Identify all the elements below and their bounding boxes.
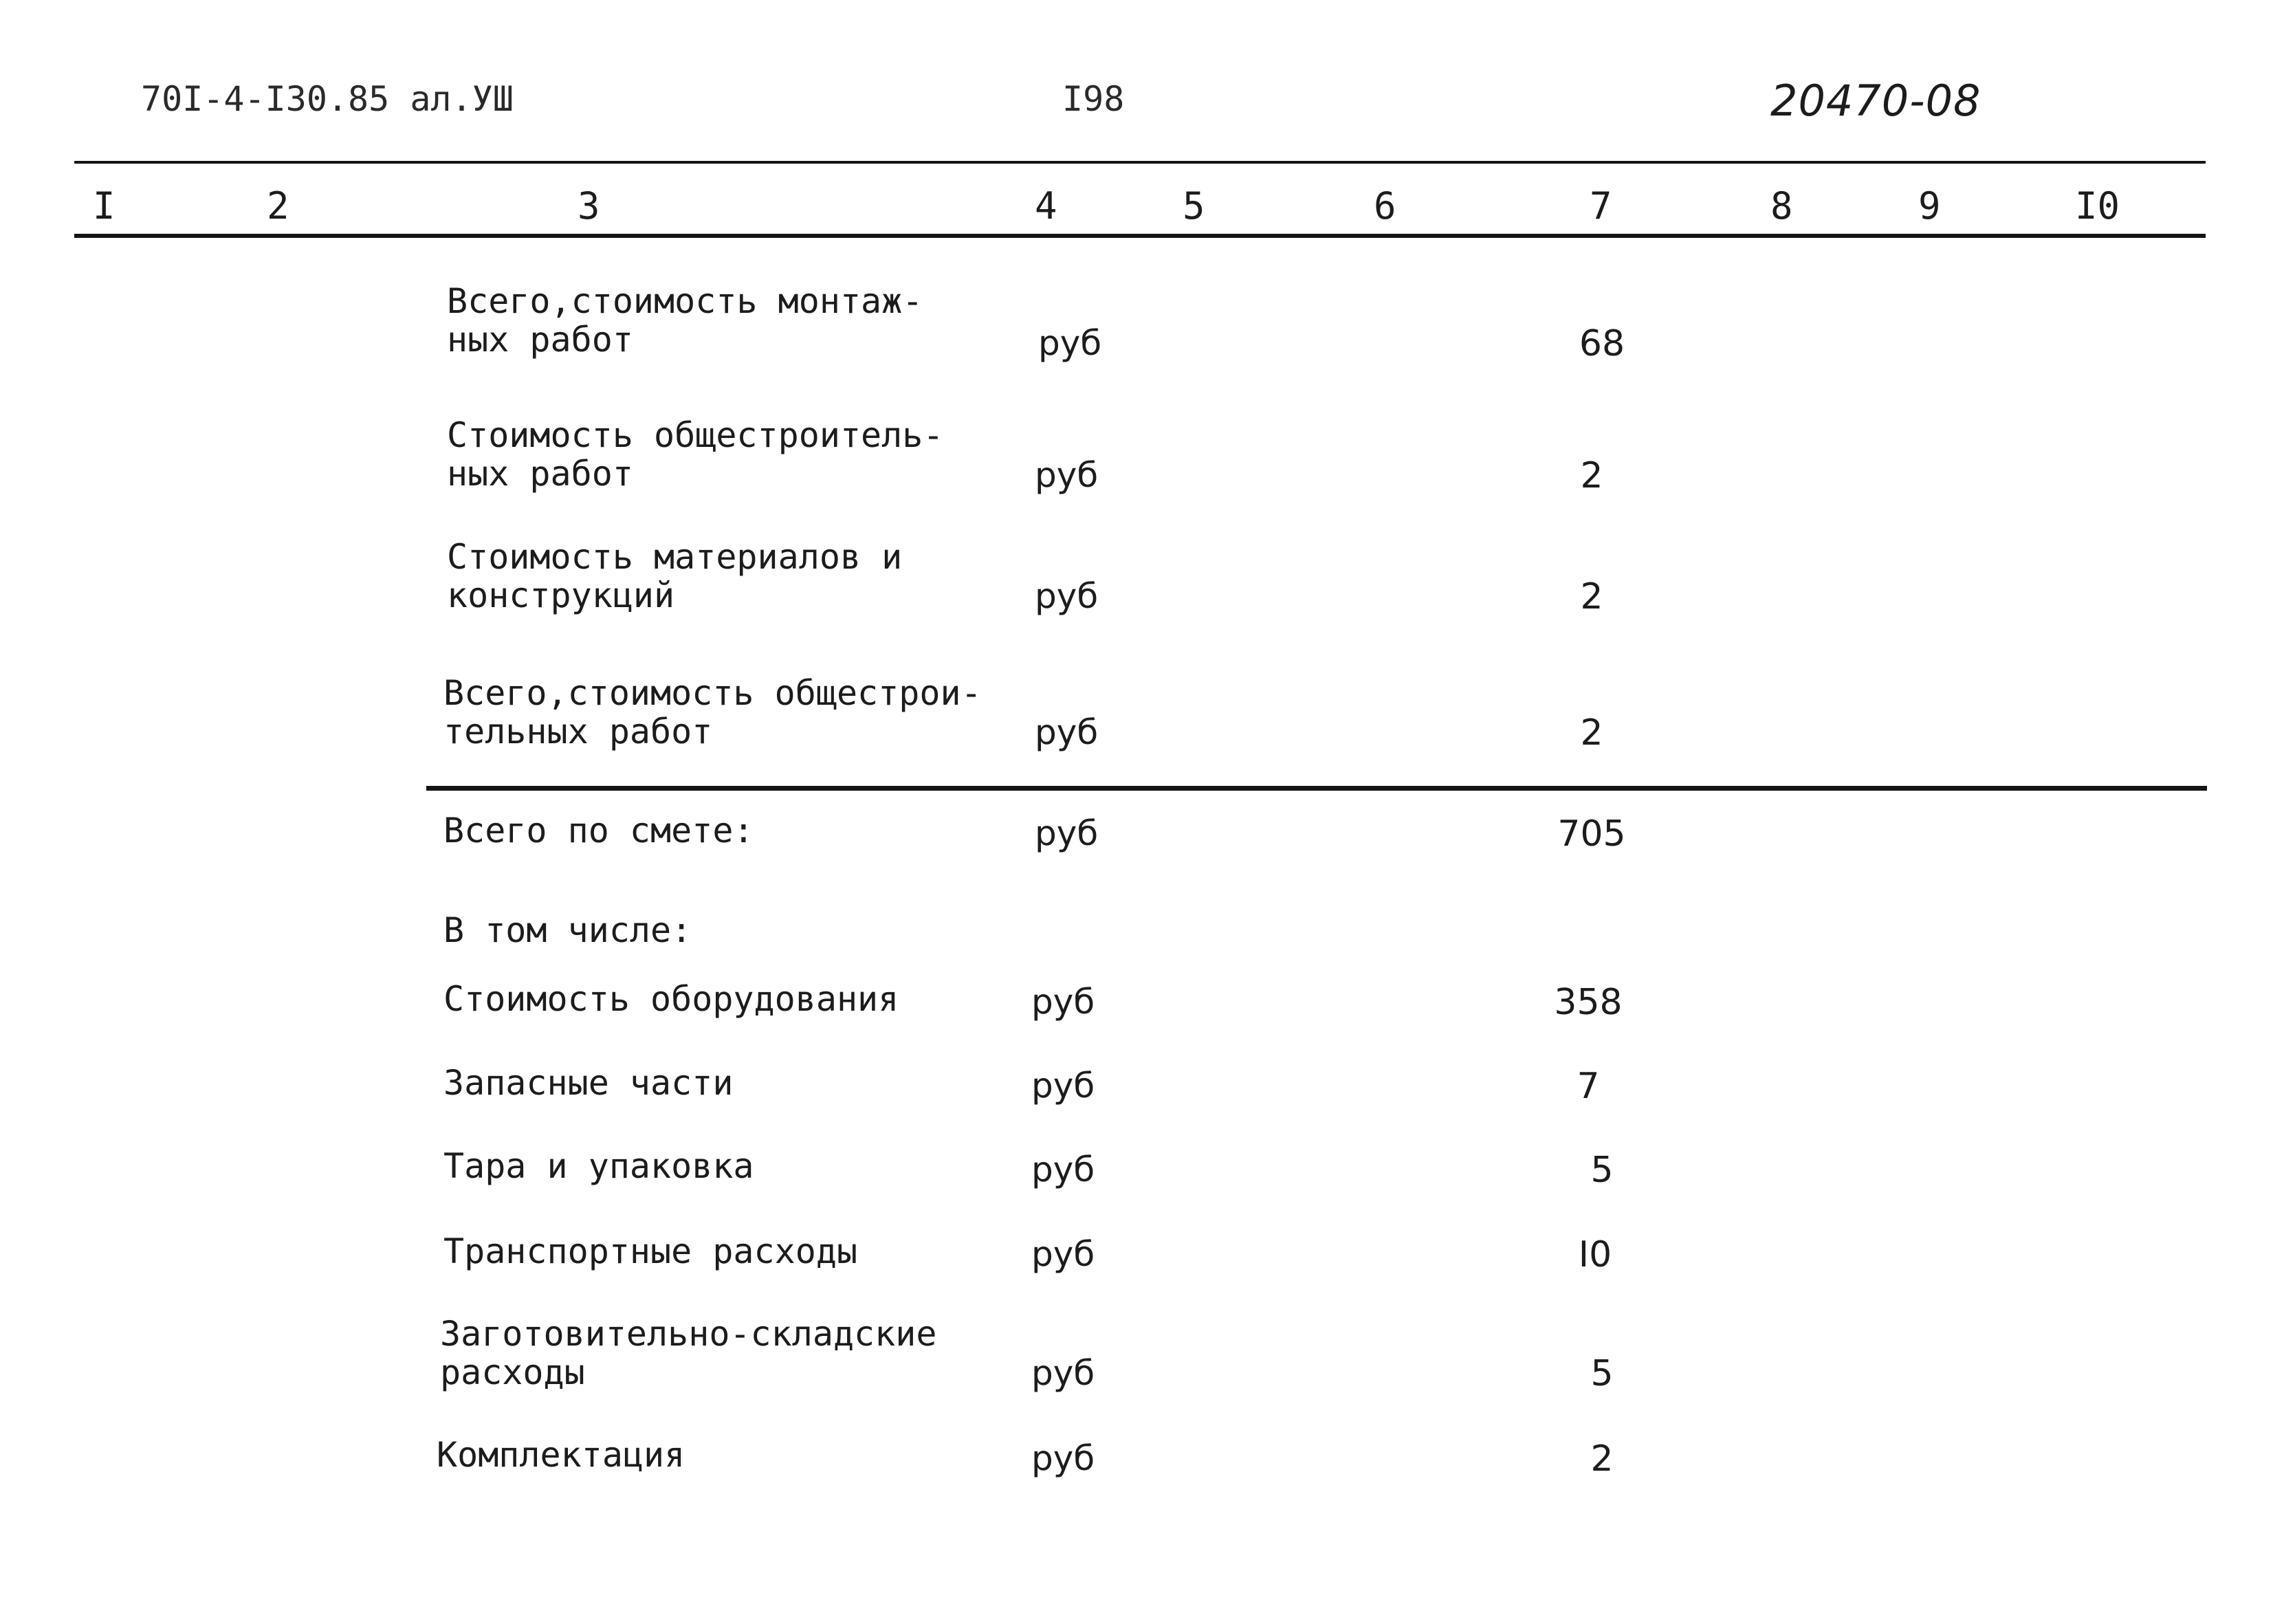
row-value: 5 [1590, 1353, 1614, 1394]
row-unit: руб [1031, 1234, 1095, 1274]
row-value: 5 [1590, 1150, 1614, 1191]
row-label: Стоимость материалов и конструкций [447, 537, 903, 615]
row-unit: руб [1031, 1438, 1095, 1478]
column-number: 3 [578, 184, 600, 228]
row-unit: руб [1035, 712, 1099, 752]
row-unit: руб [1035, 455, 1099, 495]
row-label: Стоимость оборудования [443, 979, 899, 1019]
column-number: 5 [1183, 184, 1205, 228]
row-unit: руб [1031, 1066, 1095, 1106]
row-unit: руб [1035, 576, 1099, 616]
page-number: I98 [1062, 79, 1125, 119]
row-label: Заготовительно-складские расходы [440, 1314, 937, 1392]
row-value: 7 [1577, 1066, 1600, 1107]
row-label: Стоимость общестроитель- ных работ [447, 415, 944, 494]
column-number: 2 [267, 184, 289, 228]
row-label: Комплектация [437, 1435, 685, 1475]
total-label: Всего по смете: [443, 811, 754, 851]
row-label: Запасные части [443, 1063, 734, 1103]
row-value: 2 [1590, 1438, 1614, 1480]
document-number: 20470-08 [1770, 76, 1981, 126]
column-number: 6 [1374, 184, 1396, 228]
total-rule [426, 786, 2207, 791]
row-value: 2 [1580, 455, 1603, 496]
row-value: 2 [1580, 712, 1603, 754]
column-number: I [93, 184, 116, 228]
row-value: 358 [1554, 982, 1623, 1023]
row-value: 68 [1579, 323, 1625, 364]
table-top-rule [74, 161, 2206, 164]
row-unit: руб [1031, 1150, 1095, 1189]
column-number: 4 [1035, 184, 1057, 228]
table-header-rule [74, 234, 2206, 238]
total-unit: руб [1035, 813, 1099, 853]
column-number: I0 [2075, 184, 2120, 228]
including-label: В том числе: [443, 910, 692, 950]
row-unit: руб [1031, 982, 1095, 1022]
total-value: 705 [1557, 813, 1626, 855]
row-unit: руб [1031, 1353, 1095, 1393]
row-label: Всего,стоимость общестрои- тельных работ [443, 673, 982, 751]
row-value: 2 [1580, 576, 1603, 617]
column-number: 7 [1590, 184, 1612, 228]
row-label: Тара и упаковка [443, 1146, 754, 1186]
column-number: 9 [1918, 184, 1941, 228]
column-number: 8 [1770, 184, 1793, 228]
sheet-code: 70I-4-I30.85 ал.УШ [141, 79, 514, 119]
row-unit: руб [1038, 323, 1102, 363]
row-label: Транспортные расходы [443, 1231, 858, 1271]
row-label: Всего,стоимость монтаж- ных работ [447, 281, 923, 360]
row-value: I0 [1578, 1234, 1612, 1275]
